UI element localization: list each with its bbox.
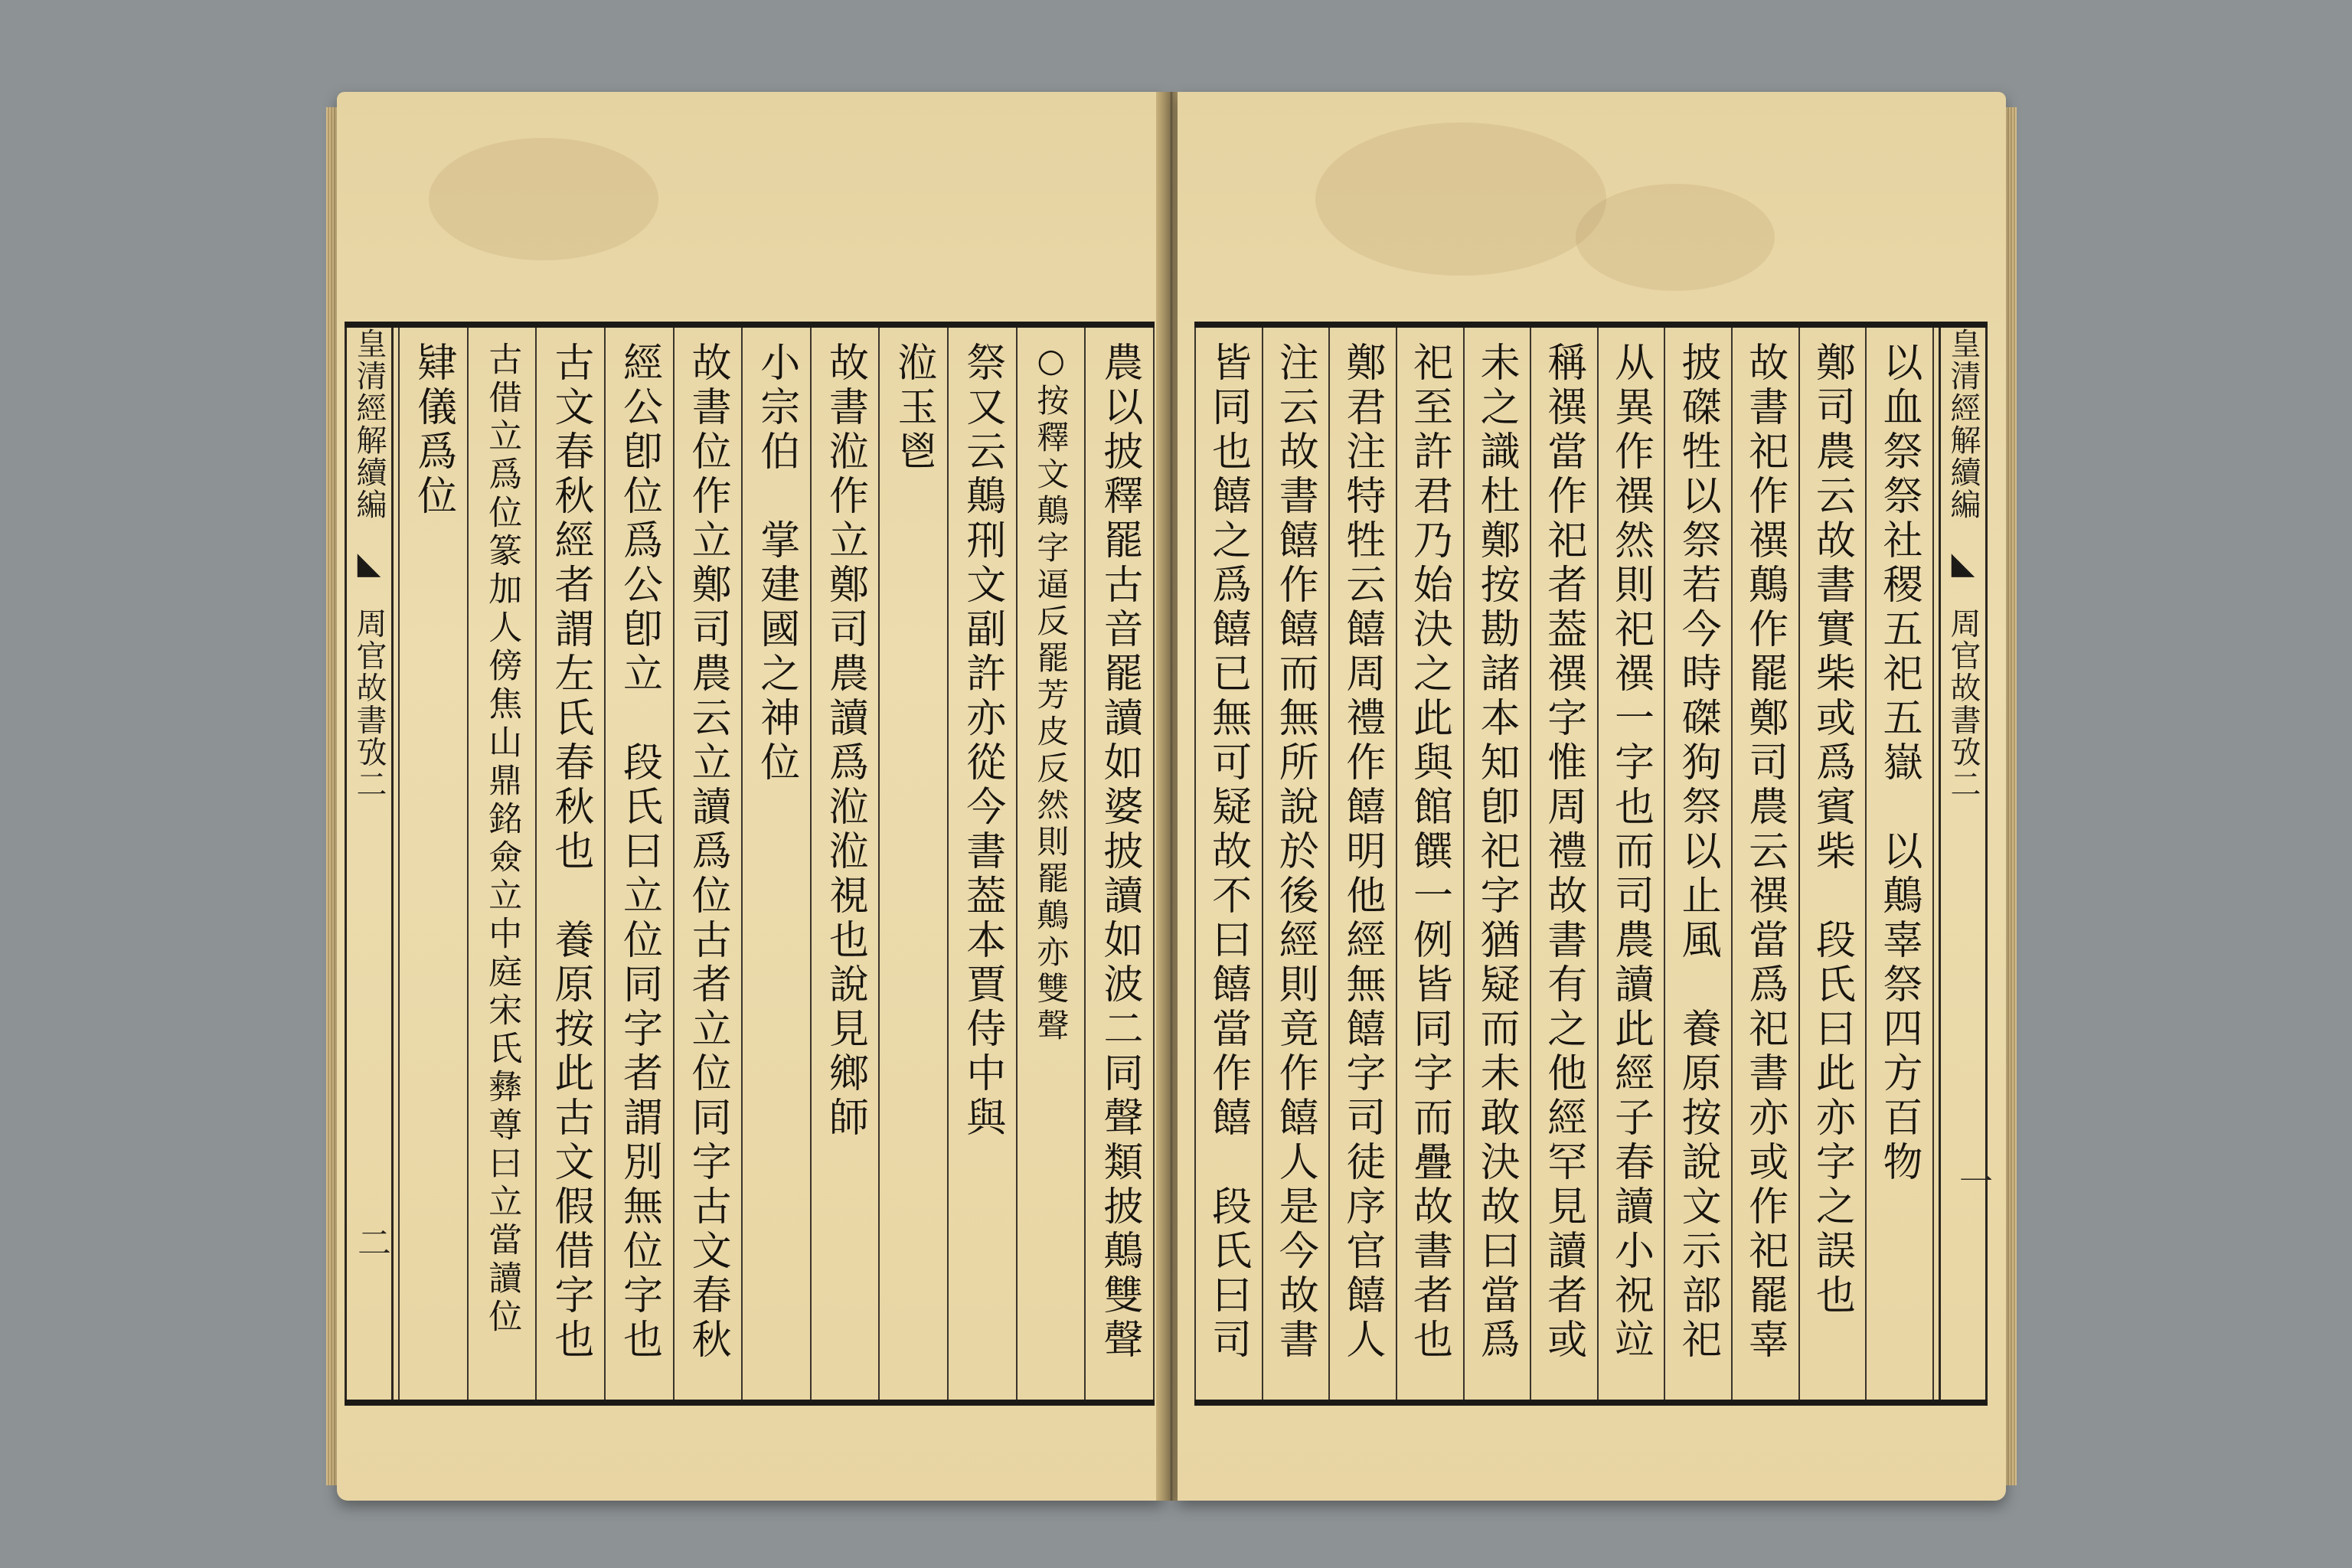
text-column: 故書位作立鄭司農云立讀爲位古者立位同字古文春秋 — [673, 328, 742, 1400]
left-folio-number: 二 — [351, 1225, 390, 1259]
text-column: 鄭君注特牲云饎周禮作饎明他經無饎字司徒序官饎人 — [1328, 328, 1396, 1400]
text-column: 祀至許君乃始決之此與館饌一例皆同字而疊故書者也 — [1396, 328, 1463, 1400]
text-column: 經公卽位爲公卽立 段氏曰立位同字者謂別無位字也 — [604, 328, 673, 1400]
right-band-title: 皇清經解續編 — [1945, 328, 1981, 521]
right-band-subtitle: 周官故書攷二 — [1945, 607, 1981, 801]
left-text-columns — [398, 328, 1155, 1400]
text-column: 稱禩當作祀者葢禩字惟周禮故書有之他經罕見讀者或 — [1530, 328, 1597, 1400]
text-column: 肄儀爲位 — [398, 328, 467, 1400]
fish-tail-mark: ◣ — [351, 545, 387, 583]
right-page — [1178, 92, 2006, 1501]
left-band-title: 皇清經解續編 — [351, 328, 387, 521]
text-column: 从異作禩然則祀禩一字也而司農讀此經子春讀小祝竝 — [1597, 328, 1664, 1400]
fish-tail-mark: ◣ — [1945, 545, 1981, 583]
left-text-frame — [345, 322, 1155, 1406]
left-band-subtitle: 周官故書攷二 — [351, 607, 387, 801]
text-column: 皆同也饎之爲饎已無可疑故不曰饎當作饎 段氏曰司 — [1194, 328, 1262, 1400]
text-column: 鄭司農云故書實柴或爲賓柴 段氏曰此亦字之誤也 — [1798, 328, 1866, 1400]
text-column: 故書涖作立鄭司農讀爲涖涖視也說見鄉師 — [810, 328, 879, 1400]
paper-stain — [1315, 122, 1606, 276]
text-column: 小宗伯 掌建國之神位 — [741, 328, 810, 1400]
right-margin-band — [1939, 328, 1988, 1400]
open-book — [337, 92, 2006, 1524]
right-folio-number: 一 — [1953, 1164, 1992, 1197]
right-text-frame — [1194, 322, 1988, 1406]
text-column: 古借立爲位篆加人傍焦山鼎銘僉立中庭宋氏彝尊曰立當讀位 — [467, 328, 536, 1400]
text-column: 注云故書饎作饎而無所說於後經則竟作饎人是今故書 — [1262, 328, 1329, 1400]
text-column: 祭又云鷏𠛬文副許亦從今書葢本賈侍中與 — [947, 328, 1016, 1400]
text-column: 故書祀作禩鷏作罷鄭司農云禩當爲祀書亦或作祀罷辜 — [1731, 328, 1798, 1400]
text-column: ○按釋文鷏字逼反罷芳皮反然則罷鷏亦雙聲 — [1016, 328, 1085, 1400]
left-page — [337, 92, 1164, 1501]
text-column: 農以披釋罷古音罷讀如婆披讀如波二同聲類披鷏雙聲 — [1084, 328, 1155, 1400]
paper-stain — [1576, 184, 1775, 291]
text-column: 披磔牲以祭若今時磔狗祭以止風 養原按說文示部祀 — [1664, 328, 1731, 1400]
right-text-columns — [1194, 328, 1934, 1400]
text-column: 涖玉鬯 — [878, 328, 947, 1400]
text-column: 古文春秋經者謂左氏春秋也 養原按此古文假借字也 — [535, 328, 604, 1400]
text-column: 未之識杜鄭按勘諸本知卽祀字猶疑而未敢決故曰當爲 — [1463, 328, 1530, 1400]
paper-stain — [429, 138, 658, 260]
text-column: 以血祭祭社稷五祀五嶽 以鷏辜祭四方百物 — [1865, 328, 1934, 1400]
